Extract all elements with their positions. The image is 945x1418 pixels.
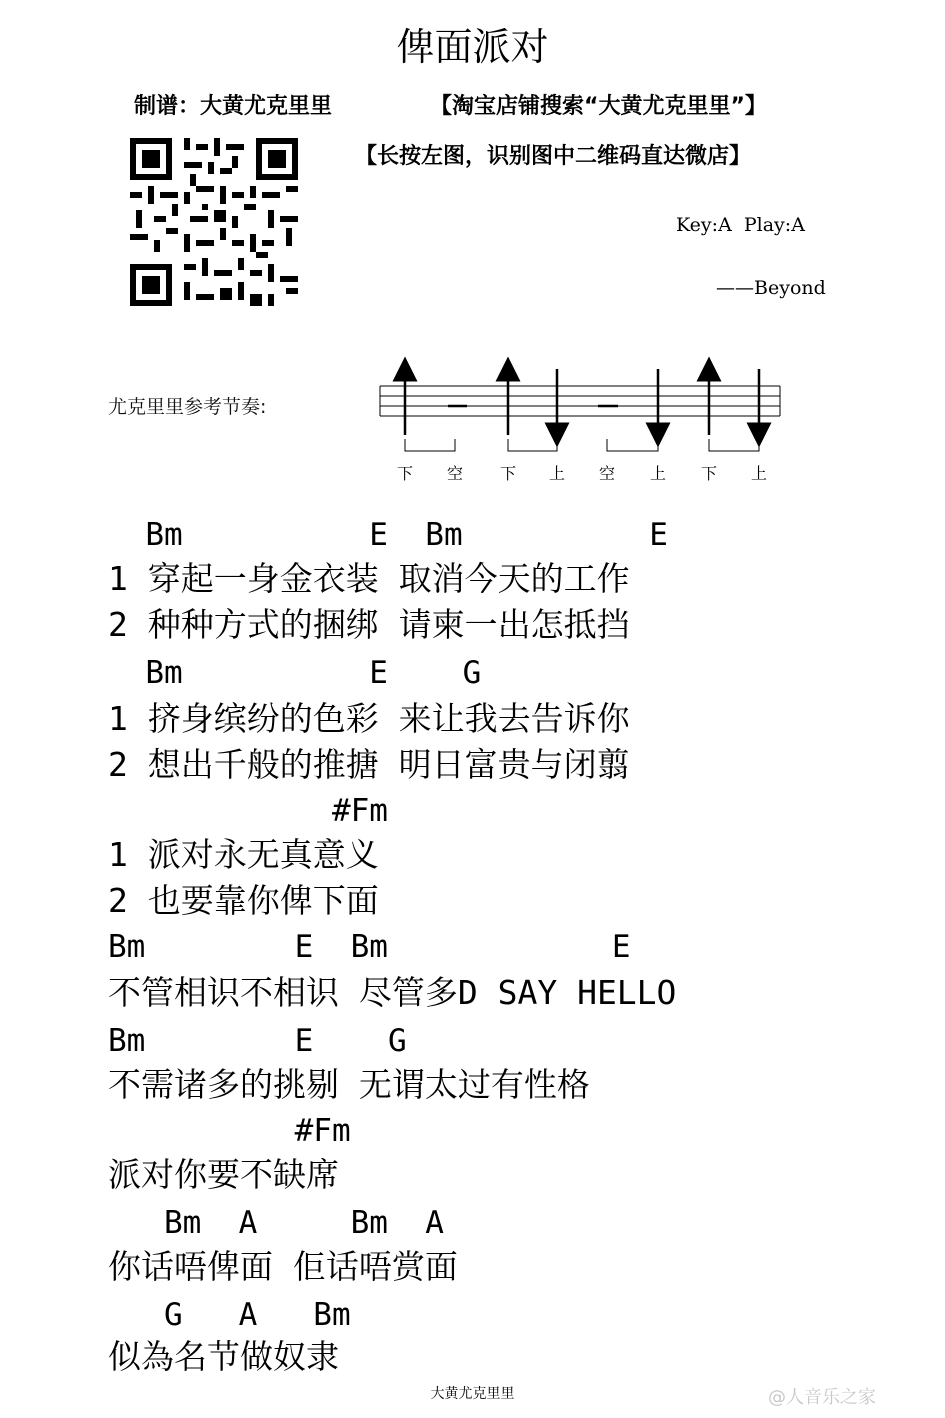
watermark: @人音乐之家	[768, 1387, 876, 1408]
lyric-line: 1 派对永无真意义	[108, 835, 379, 874]
chord-line: #Fm	[108, 793, 388, 829]
lyric-line: 不管相识不相识 尽管多D SAY HELLO	[108, 973, 677, 1012]
rhythm-label: 尤克里里参考节奏:	[108, 396, 267, 418]
chord-line: Bm E G	[108, 1023, 407, 1059]
chord-line: Bm E G	[108, 655, 482, 691]
lyric-line: 2 种种方式的捆绑 请柬一出怎抵挡	[108, 605, 630, 644]
chord-line: G A Bm	[108, 1297, 351, 1333]
lyric-line: 不需诸多的挑剔 无谓太过有性格	[108, 1065, 590, 1104]
stroke-label: 空	[446, 464, 464, 483]
stroke-label: 上	[750, 464, 768, 483]
shop-search-hint: 【淘宝店铺搜索“大黄尤克里里”】	[430, 94, 767, 119]
footer-credit: 大黄尤克里里	[430, 1386, 515, 1402]
stroke-label: 上	[548, 464, 566, 483]
song-title: 俾面派对	[396, 25, 549, 69]
stroke-label: 空	[598, 464, 616, 483]
lyric-line: 1 挤身缤纷的色彩 来让我去告诉你	[108, 699, 630, 738]
lyric-line: 派对你要不缺席	[108, 1155, 339, 1194]
lyric-line: 2 也要靠你俾下面	[108, 881, 379, 920]
chord-line: Bm E Bm E	[108, 517, 668, 553]
stroke-label: 下	[700, 464, 718, 483]
lyric-line: 似為名节做奴隶	[108, 1337, 339, 1376]
qr-code-hint: 【长按左图，识别图中二维码直达微店】	[355, 144, 752, 169]
chord-line: #Fm	[108, 1113, 351, 1149]
stroke-label: 下	[396, 464, 414, 483]
key-play-info: Key:A Play:A	[676, 214, 805, 236]
chord-line: Bm A Bm A	[108, 1205, 444, 1241]
qr-code-icon[interactable]	[130, 138, 298, 306]
arranger-credit: 制谱：大黄尤克里里	[134, 94, 333, 119]
lyric-line: 你话唔俾面 佢话唔赏面	[108, 1247, 458, 1286]
strum-pattern-staff	[375, 355, 795, 495]
chord-line: Bm E Bm E	[108, 929, 631, 965]
lyric-line: 2 想出千般的推搪 明日富贵与闭翦	[108, 745, 630, 784]
stroke-label: 上	[649, 464, 667, 483]
lyric-line: 1 穿起一身金衣装 取消今天的工作	[108, 559, 630, 598]
artist-name: ——Beyond	[716, 277, 826, 299]
stroke-label: 下	[499, 464, 517, 483]
